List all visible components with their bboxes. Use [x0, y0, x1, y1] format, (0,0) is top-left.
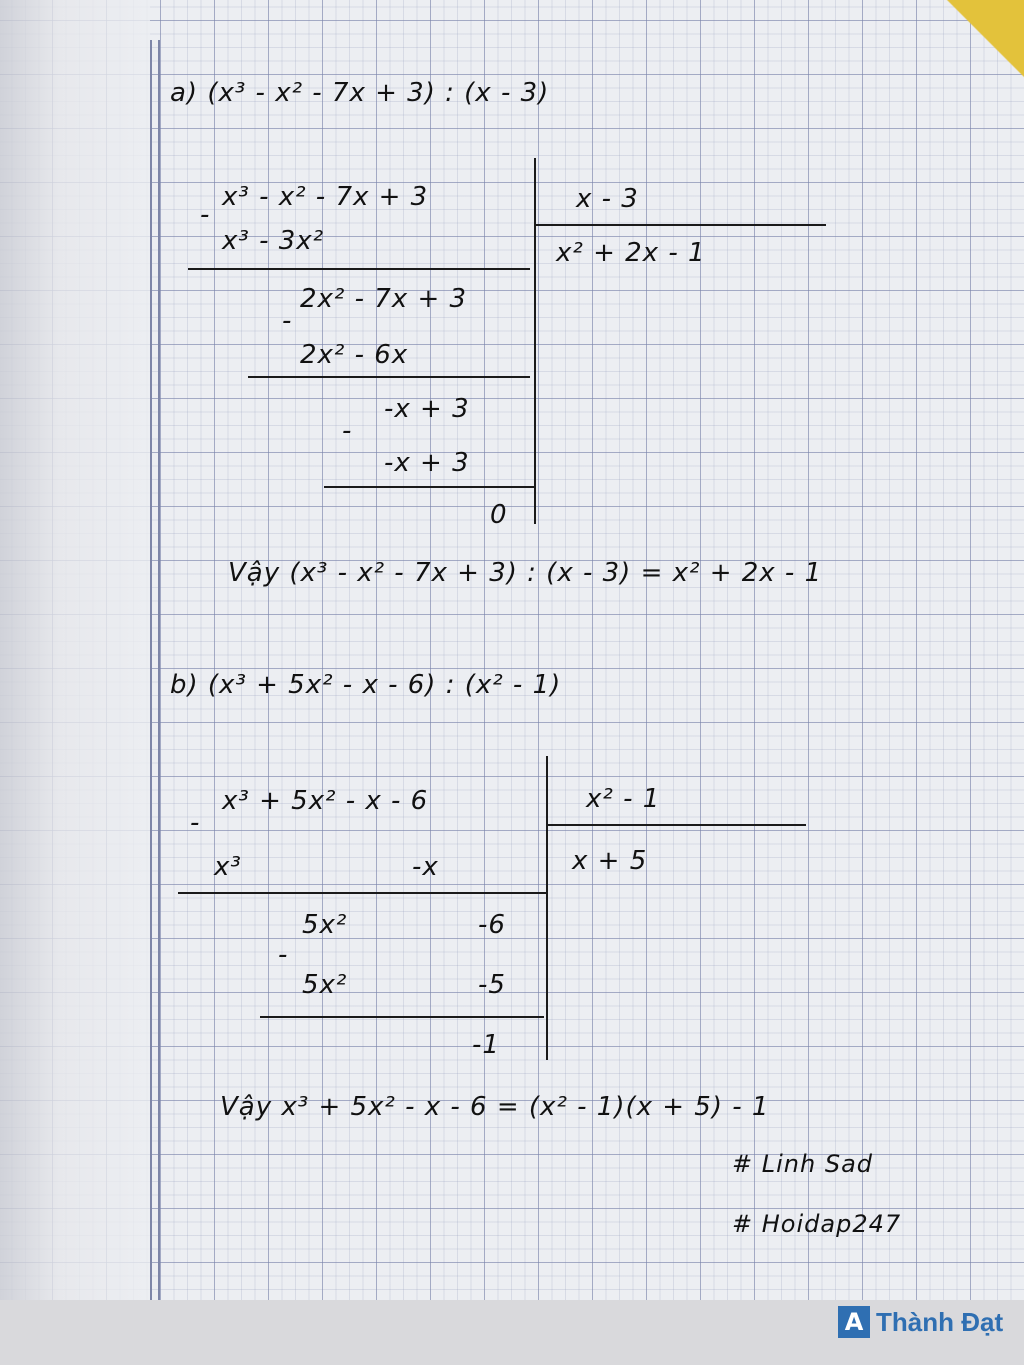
- brand-logo-icon: A: [838, 1306, 870, 1338]
- part-b-subtrahend-2-const: -5: [478, 970, 506, 1000]
- part-a-dividend: x³ - x² - 7x + 3: [222, 182, 429, 212]
- part-b-divisor: x² - 1: [586, 784, 661, 814]
- part-a-problem: a) (x³ - x² - 7x + 3) : (x - 3): [170, 78, 550, 108]
- part-b-rule-2: [260, 1016, 544, 1018]
- part-a-rule-2: [248, 376, 530, 378]
- part-b-remainder-1-const: -6: [478, 910, 506, 940]
- part-a-division-vertical: [534, 158, 536, 524]
- part-b-minus-1: -: [190, 808, 201, 838]
- part-b-problem: b) (x³ + 5x² - x - 6) : (x² - 1): [170, 670, 562, 700]
- part-a-rule-1: [188, 268, 530, 270]
- part-a-minus-1: -: [200, 200, 211, 230]
- part-a-subtrahend-3: -x + 3: [384, 448, 470, 478]
- page-margin: [0, 0, 150, 1300]
- part-b-division-horizontal: [546, 824, 806, 826]
- part-a-division-horizontal: [534, 224, 826, 226]
- tag-site: # Hoidap247: [732, 1210, 902, 1238]
- part-a-rule-3: [324, 486, 536, 488]
- part-a-subtrahend-1: x³ - 3x²: [222, 226, 325, 256]
- part-a-conclusion: Vậy (x³ - x² - 7x + 3) : (x - 3) = x² + 2x - 1: [228, 558, 823, 588]
- watermark: [838, 1300, 1003, 1344]
- tag-author: # Linh Sad: [732, 1150, 874, 1178]
- part-a-divisor: x - 3: [576, 184, 639, 214]
- part-a-remainder-2: -x + 3: [384, 394, 470, 424]
- part-b-remainder-1-5x2: 5x²: [302, 910, 348, 940]
- part-b-subtrahend-1-x: -x: [412, 852, 439, 882]
- part-b-conclusion: Vậy x³ + 5x² - x - 6 = (x² - 1)(x + 5) - 1: [220, 1092, 770, 1122]
- part-b-minus-2: -: [278, 940, 289, 970]
- part-a-subtrahend-2: 2x² - 6x: [300, 340, 409, 370]
- part-b-dividend: x³ + 5x² - x - 6: [222, 786, 429, 816]
- part-b-division-vertical: [546, 756, 548, 1060]
- part-a-remainder-1: 2x² - 7x + 3: [300, 284, 468, 314]
- part-a-quotient: x² + 2x - 1: [556, 238, 706, 268]
- margin-line: [150, 40, 160, 1300]
- part-a-minus-2: -: [282, 306, 293, 336]
- part-b-remainder-final: -1: [472, 1030, 500, 1060]
- brand-name: Thành Đạt: [876, 1306, 1004, 1337]
- yellow-corner-band: [934, 0, 1024, 100]
- part-a-remainder-final: 0: [490, 500, 508, 530]
- part-b-subtrahend-2-5x2: 5x²: [302, 970, 348, 1000]
- part-a-minus-3: -: [342, 416, 353, 446]
- part-b-quotient: x + 5: [572, 846, 648, 876]
- part-b-subtrahend-1-x3: x³: [214, 852, 242, 882]
- part-b-rule-1: [178, 892, 548, 894]
